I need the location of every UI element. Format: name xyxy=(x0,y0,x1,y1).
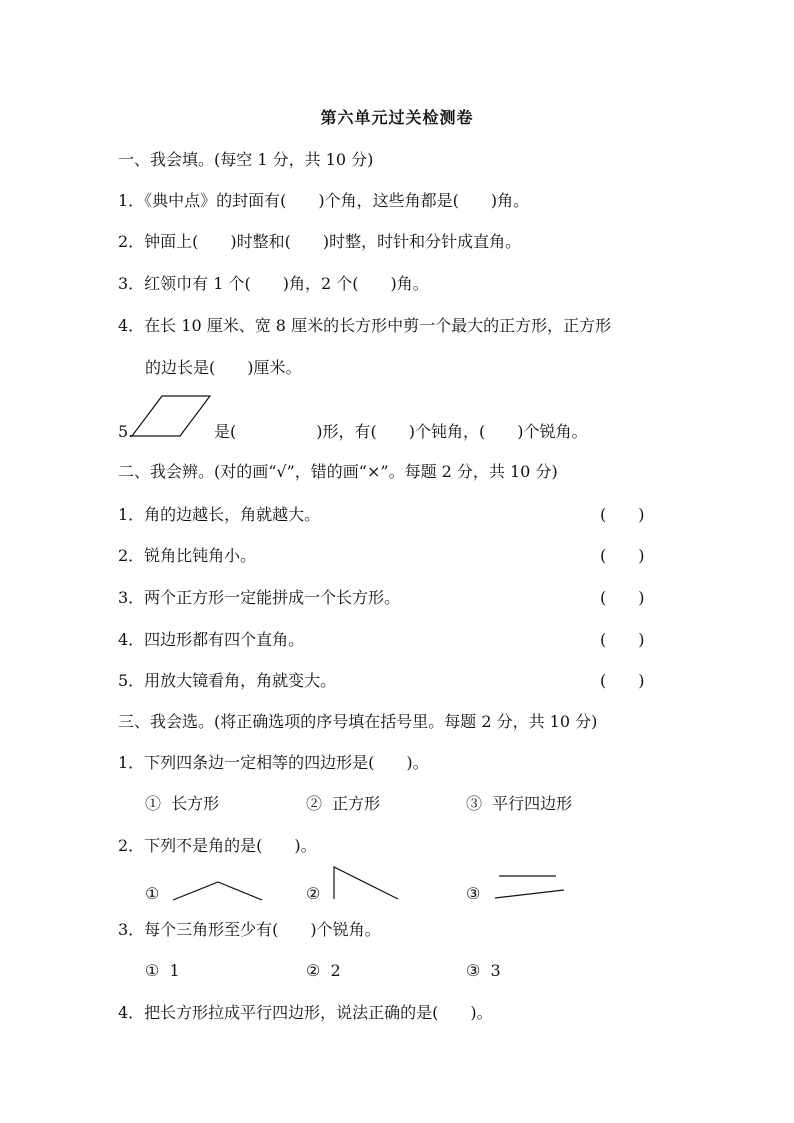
section1-q5-text: 是( )形，有( )个钝角，( )个锐角。 xyxy=(214,422,588,441)
q3-option-3: ③ 3 xyxy=(466,961,501,980)
q3-option-2: ② 2 xyxy=(306,961,341,980)
section1-q1: 1．《典中点》的封面有( )个角，这些角都是( )角。 xyxy=(118,191,530,210)
section1-q4-line2: 的边长是( )厘米。 xyxy=(145,358,302,377)
q3-option-1: ① 1 xyxy=(145,961,180,980)
q2-option-1-marker: ① xyxy=(145,884,160,903)
section3-q4: 4．把长方形拉成平行四边形，说法正确的是( )。 xyxy=(118,1003,493,1022)
q2-figure-3-bottom-line xyxy=(495,890,564,898)
parallelogram-figure xyxy=(128,394,212,438)
answer-paren-2: ( ) xyxy=(600,546,645,565)
section3-q1: 1．下列四条边一定相等的四边形是( )。 xyxy=(118,753,429,772)
parallelogram-shape xyxy=(132,396,210,436)
section3-q3: 3．每个三角形至少有( )个锐角。 xyxy=(118,920,381,939)
q2-option-3-marker: ③ xyxy=(466,884,481,903)
section2-item-3: 3．两个正方形一定能拼成一个长方形。 xyxy=(118,588,401,607)
section3-q2: 2．下列不是角的是( )。 xyxy=(118,836,317,855)
section2-heading: 二、我会辨。(对的画“√”，错的画“×”。每题 2 分，共 10 分) xyxy=(118,462,558,481)
section2-item-5: 5．用放大镜看角，角就变大。 xyxy=(118,671,337,690)
answer-paren-4: ( ) xyxy=(600,630,645,649)
q1-option-1: ① 长方形 xyxy=(145,794,220,813)
page-title: 第六单元过关检测卷 xyxy=(320,108,474,127)
q2-figure-2 xyxy=(330,863,402,903)
q2-figure-2-lines xyxy=(334,867,398,899)
section2-item-1: 1．角的边越长，角就越大。 xyxy=(118,505,321,524)
section1-q3: 3．红领巾有 1 个( )角，2 个( )角。 xyxy=(118,274,429,293)
answer-paren-1: ( ) xyxy=(600,505,645,524)
section1-q5-number: 5. xyxy=(118,422,134,441)
q1-option-3: ③ 平行四边形 xyxy=(466,794,573,813)
q2-figure-3 xyxy=(492,872,568,902)
answer-paren-3: ( ) xyxy=(600,588,645,607)
section1-q4-line1: 4．在长 10 厘米、宽 8 厘米的长方形中剪一个最大的正方形，正方形 xyxy=(118,316,612,335)
q2-figure-1 xyxy=(170,878,265,904)
section2-item-2: 2．锐角比钝角小。 xyxy=(118,546,257,565)
section3-heading: 三、我会选。(将正确选项的序号填在括号里。每题 2 分，共 10 分) xyxy=(118,712,598,731)
q1-option-2: ② 正方形 xyxy=(306,794,381,813)
section1-heading: 一、我会填。(每空 1 分，共 10 分) xyxy=(118,150,374,169)
q2-option-2-marker: ② xyxy=(306,884,321,903)
section2-item-4: 4．四边形都有四个直角。 xyxy=(118,630,305,649)
section1-q2: 2．钟面上( )时整和( )时整，时针和分针成直角。 xyxy=(118,232,522,251)
q2-figure-1-lines xyxy=(173,882,262,900)
answer-paren-5: ( ) xyxy=(600,671,645,690)
